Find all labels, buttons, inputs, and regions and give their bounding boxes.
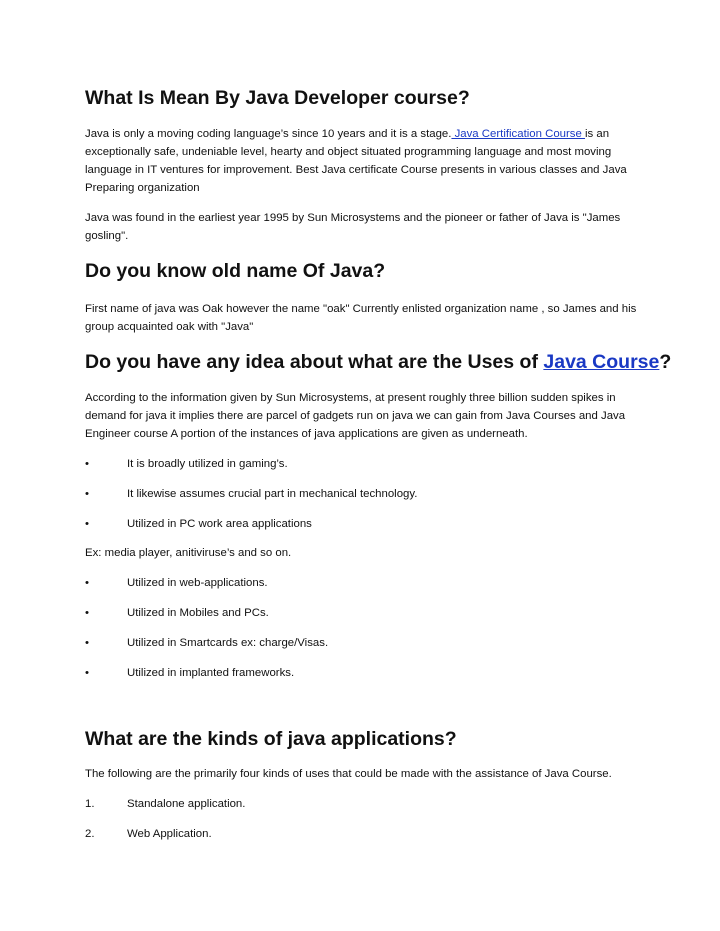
bullet-icon: •	[85, 607, 89, 619]
list-item-text: Utilized in PC work area applications	[127, 518, 312, 530]
java-course-link[interactable]: Java Course	[543, 351, 660, 373]
paragraph-java-intro	[85, 125, 645, 197]
heading-old-name-of-java: Do you know old name Of Java?	[85, 260, 386, 282]
list-item-text: Web Application.	[127, 828, 212, 840]
intro-text-start: Java is only a moving coding language’s since 10 years and it is a stage.	[85, 128, 452, 140]
intro-text-end: is an exceptionally safe, undeniable level, hearty and object situated programming language and most moving language in IT ventures for improvement. Best Java certificate Course presents in various classes and Java Preparing organization	[85, 128, 627, 194]
bullet-icon: •	[85, 518, 89, 530]
list-item-text: It is broadly utilized in gaming’s.	[127, 458, 288, 470]
bullet-icon: •	[85, 577, 89, 589]
heading-uses-of-java	[85, 350, 671, 374]
list-number: 1.	[85, 798, 95, 810]
list-item-text: Utilized in Smartcards ex: charge/Visas.	[127, 637, 329, 649]
paragraph-java-usage: According to the information given by Sun Microsystems, at present roughly three billion sudden spikes in demand for java it implies there are parcel of gadgets run on java we can gain from Java Courses and Java Engineer course A portion of the instances of java applications are given as underneath.	[85, 392, 626, 440]
paragraph-examples: Ex: media player, anitiviruse’s and so on.	[85, 547, 292, 559]
list-item-text: Standalone application.	[127, 798, 246, 810]
heading-uses-question-mark: ?	[659, 351, 672, 373]
paragraph-oak-name: First name of java was Oak however the name "oak" Currently enlisted organization name , so James and his group acquainted oak with "Java"	[85, 303, 637, 333]
bullet-icon: •	[85, 637, 89, 649]
list-item-text: It likewise assumes crucial part in mechanical technology.	[127, 488, 418, 500]
paragraph-four-kinds: The following are the primarily four kinds of uses that could be made with the assistance of Java Course.	[85, 768, 612, 780]
java-certification-course-link[interactable]: Java Certification Course	[451, 128, 586, 140]
bullet-icon: •	[85, 488, 89, 500]
list-item-text: Utilized in web-applications.	[127, 577, 268, 589]
list-item-text: Utilized in implanted frameworks.	[127, 667, 295, 679]
list-number: 2.	[85, 828, 95, 840]
bullet-icon: •	[85, 458, 89, 470]
heading-uses-text: Do you have any idea about what are the Uses of	[85, 351, 544, 373]
paragraph-java-origin: Java was found in the earliest year 1995 by Sun Microsystems and the pioneer or father of Java is "James gosling".	[85, 212, 621, 242]
list-item-text: Utilized in Mobiles and PCs.	[127, 607, 269, 619]
heading-java-developer-course: What Is Mean By Java Developer course?	[85, 87, 470, 109]
bullet-icon: •	[85, 667, 89, 679]
heading-kinds-of-java-applications: What are the kinds of java applications?	[85, 728, 457, 750]
